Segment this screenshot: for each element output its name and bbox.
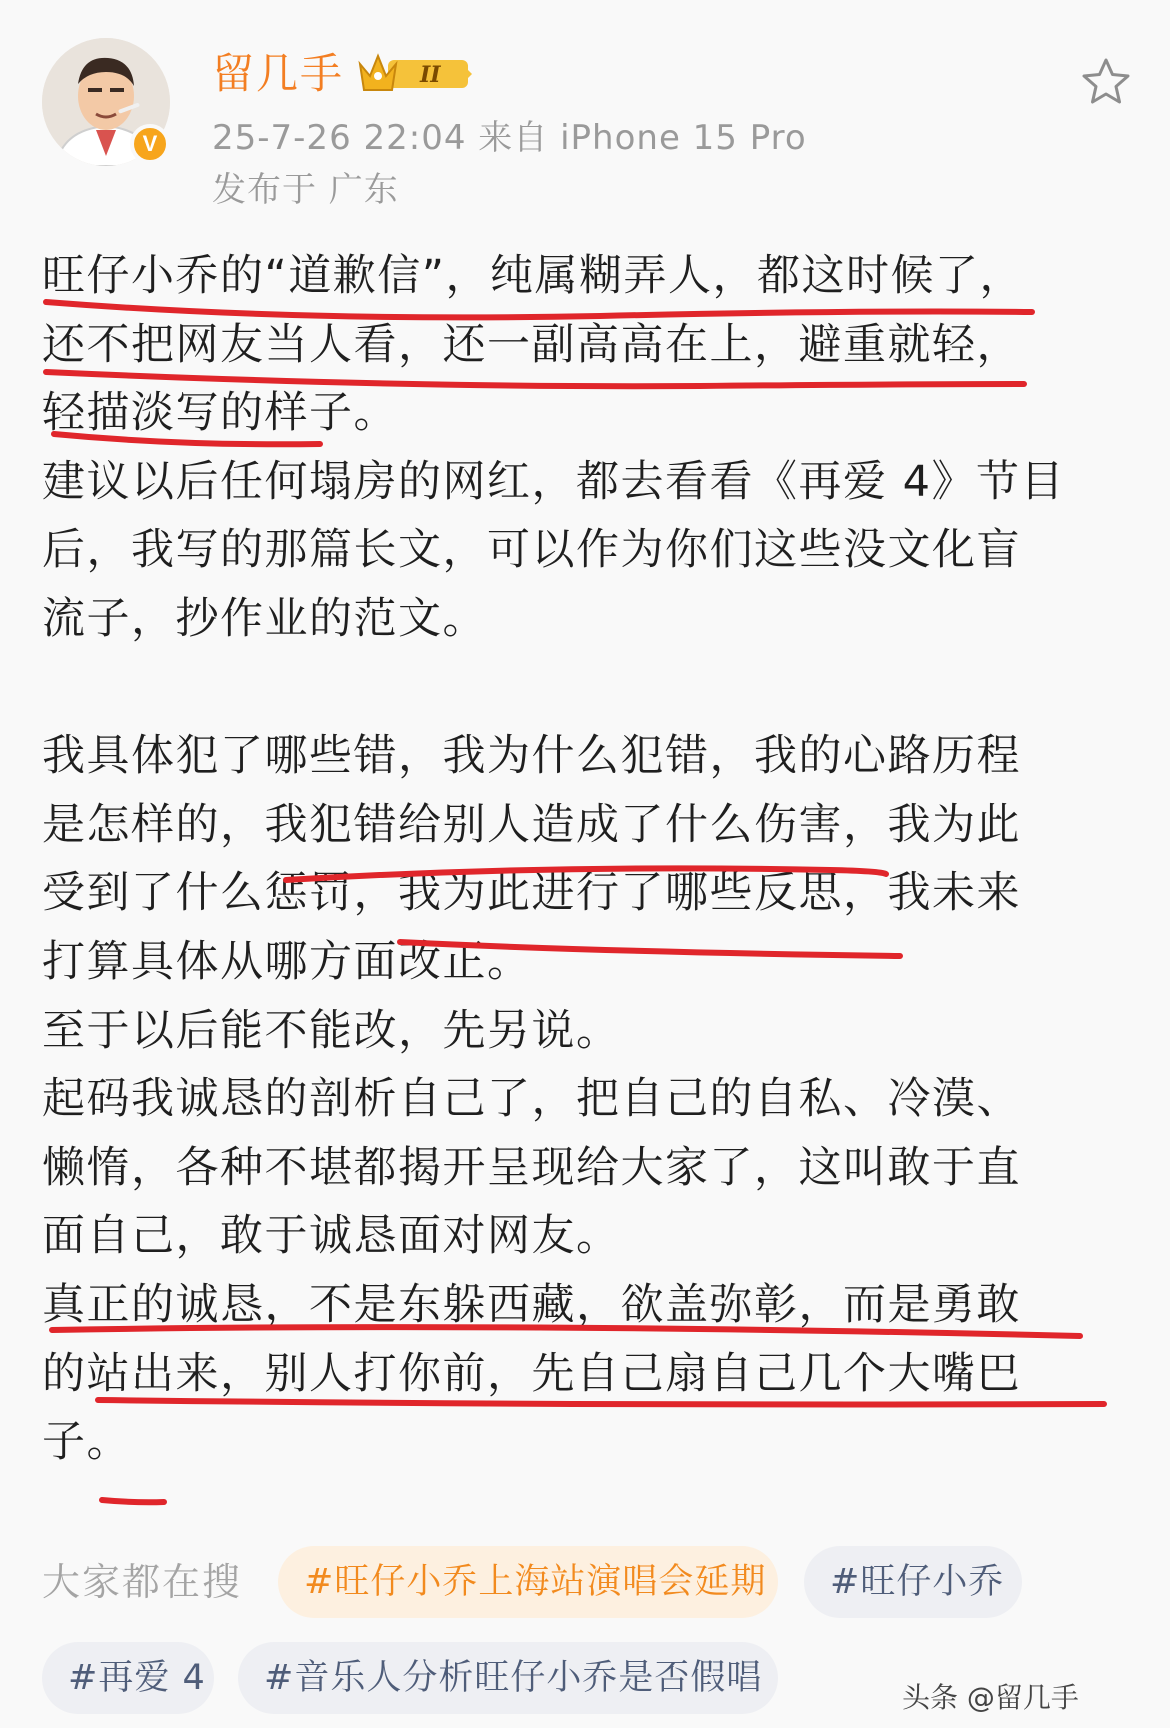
post-line: 的站出来，别人打你前，先自己扇自己几个大嘴巴	[42, 1348, 1021, 1399]
post-text	[42, 242, 1142, 1477]
post-line: 面自己，敢于诚恳面对网友。	[42, 1211, 621, 1262]
post-line: 至于以后能不能改，先另说。	[42, 1005, 621, 1056]
hot-search-tag[interactable]: #音乐人分析旺仔小乔是否假唱	[238, 1642, 778, 1714]
post-line: 我具体犯了哪些错，我为什么犯错，我的心路历程	[42, 731, 1021, 782]
post-line: 受到了什么惩罚，我为此进行了哪些反思，我未来	[42, 868, 1021, 919]
verified-icon: V	[130, 124, 170, 164]
post-line: 建议以后任何塌房的网红，都去看看《再爱 4》节目	[42, 456, 1066, 507]
post-timestamp: 25-7-26 22:04 来自 iPhone 15 Pro	[212, 118, 807, 158]
post-line: 还不把网友当人看，还一副高高在上，避重就轻，	[42, 319, 1021, 370]
hot-search-tag[interactable]: #旺仔小乔上海站演唱会延期	[278, 1546, 778, 1618]
level-badge-text: II	[420, 62, 441, 88]
post-line: 真正的诚恳，不是东躲西藏，欲盖弥彰，而是勇敢	[42, 1279, 1021, 1330]
post-blank-line	[42, 654, 1142, 723]
post-line: 轻描淡写的样子。	[42, 388, 398, 439]
favorite-star-icon[interactable]	[1080, 56, 1132, 108]
post-line: 是怎样的，我犯错给别人造成了什么伤害，我为此	[42, 799, 1021, 850]
username[interactable]: 留几手	[212, 49, 345, 98]
post-line: 流子，抄作业的范文。	[42, 593, 487, 644]
post-line: 后，我写的那篇长文，可以作为你们这些没文化盲	[42, 525, 1021, 576]
post-location: 发布于 广东	[212, 170, 399, 210]
hot-search-tag[interactable]: #再爱 4	[42, 1642, 214, 1714]
hot-search-label: 大家都在搜	[42, 1560, 243, 1604]
underline-stroke	[102, 1500, 164, 1502]
post-line: 打算具体从哪方面改正。	[42, 936, 532, 987]
post-line: 起码我诚恳的剖析自己了，把自己的自私、冷漠、	[42, 1074, 1021, 1125]
post-line: 子。	[42, 1417, 131, 1468]
post-line: 旺仔小乔的“道歉信”，纯属糊弄人，都这时候了，	[42, 251, 1025, 301]
watermark: 头条 @留几手	[902, 1681, 1079, 1714]
post-line: 懒惰，各种不堪都揭开呈现给大家了，这叫敢于直	[42, 1142, 1021, 1193]
crown-level-icon	[358, 50, 476, 94]
hot-search-tag[interactable]: #旺仔小乔	[804, 1546, 1022, 1618]
